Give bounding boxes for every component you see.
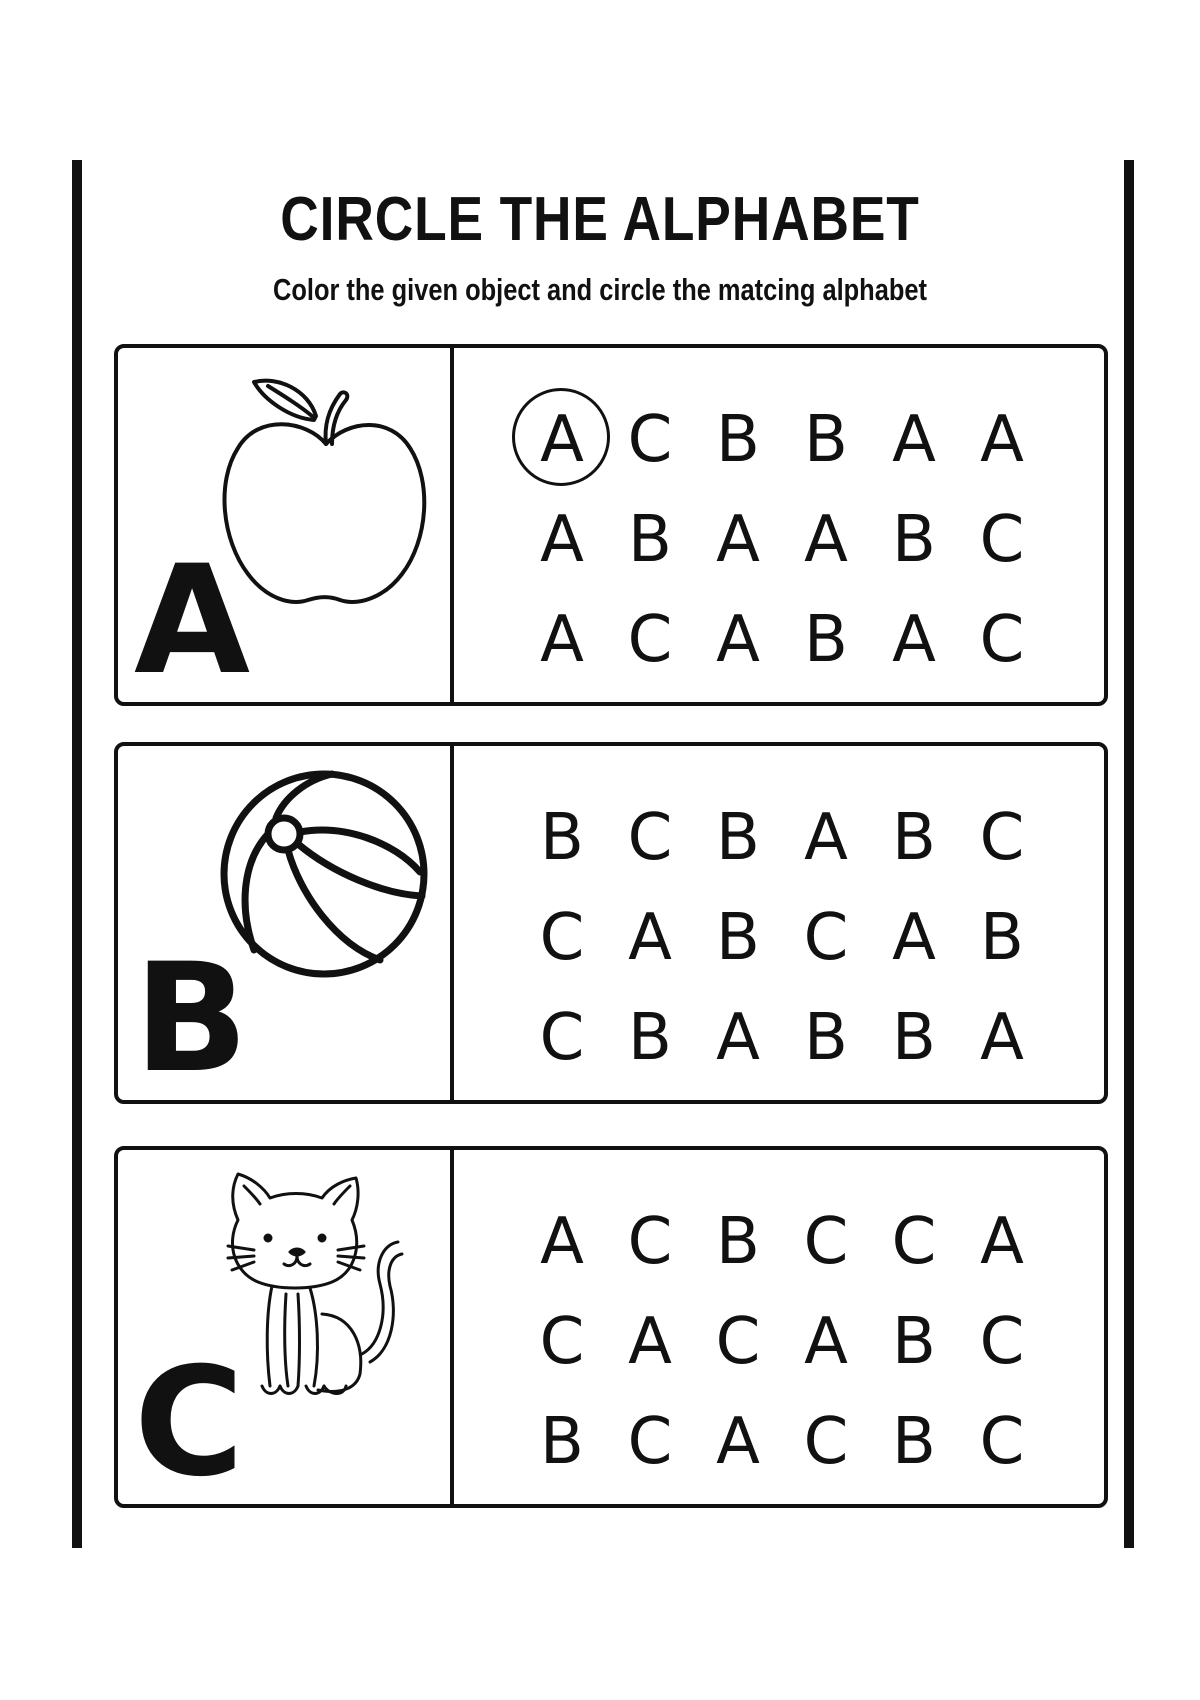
section-a-panel	[114, 344, 1108, 706]
section-b-letter-grid	[518, 788, 1078, 1088]
letter-cell[interactable]: A	[892, 901, 936, 975]
letter-cell[interactable]: B	[804, 603, 848, 677]
section-c-divider	[450, 1146, 454, 1508]
letter-cell[interactable]: C	[627, 1205, 673, 1279]
section-c-letter-grid	[518, 1192, 1078, 1492]
letter-cell[interactable]: A	[716, 1001, 760, 1075]
section-b-panel	[114, 742, 1108, 1104]
letter-cell[interactable]: C	[539, 1001, 585, 1075]
letter-cell[interactable]: A	[892, 403, 936, 477]
letter-cell[interactable]: A	[628, 901, 672, 975]
section-letter-a: A	[134, 534, 251, 708]
section-letter-c: C	[134, 1336, 245, 1510]
right-border-line	[1124, 160, 1134, 1548]
letter-cell[interactable]: B	[892, 1405, 936, 1479]
letter-cell[interactable]: C	[627, 403, 673, 477]
letter-cell[interactable]: C	[891, 1205, 937, 1279]
letter-cell[interactable]: C	[979, 801, 1025, 875]
section-letter-b: B	[134, 932, 249, 1106]
letter-cell-circled[interactable]: A	[518, 390, 606, 490]
letter-cell[interactable]: C	[979, 603, 1025, 677]
letter-cell[interactable]: B	[892, 801, 936, 875]
letter-cell[interactable]: B	[716, 901, 760, 975]
letter-cell[interactable]: B	[628, 1001, 672, 1075]
letter-cell[interactable]: C	[715, 1305, 761, 1379]
section-a-divider	[450, 344, 454, 706]
letter-cell[interactable]: A	[980, 1001, 1024, 1075]
letter-cell[interactable]: B	[892, 503, 936, 577]
letter-cell[interactable]: A	[716, 503, 760, 577]
section-a-letter-grid	[518, 390, 1078, 690]
letter-cell[interactable]: B	[716, 801, 760, 875]
letter-cell[interactable]: A	[716, 1405, 760, 1479]
letter-cell[interactable]: C	[627, 1405, 673, 1479]
letter-cell[interactable]: A	[804, 801, 848, 875]
letter-cell[interactable]: B	[716, 1205, 760, 1279]
section-c-picture	[118, 1150, 450, 1510]
worksheet-title: CIRCLE THE ALPHABET	[280, 185, 920, 254]
letter-cell[interactable]: B	[980, 901, 1024, 975]
letter-cell[interactable]: A	[540, 503, 584, 577]
letter-cell[interactable]: B	[804, 403, 848, 477]
letter-cell[interactable]: C	[979, 1405, 1025, 1479]
section-c-panel	[114, 1146, 1108, 1508]
left-border-line	[72, 160, 82, 1548]
section-b-picture	[118, 746, 450, 1106]
letter-cell[interactable]: B	[628, 503, 672, 577]
letter-cell[interactable]: A	[804, 1305, 848, 1379]
letter-cell[interactable]: B	[716, 403, 760, 477]
cat-icon	[214, 1164, 424, 1414]
letter-cell[interactable]: C	[539, 901, 585, 975]
letter-cell[interactable]: C	[979, 1305, 1025, 1379]
letter-cell[interactable]: A	[540, 603, 584, 677]
letter-cell[interactable]: C	[979, 503, 1025, 577]
letter-cell[interactable]: B	[892, 1001, 936, 1075]
letter-cell[interactable]: A	[804, 503, 848, 577]
letter-cell[interactable]: A	[628, 1305, 672, 1379]
letter-cell[interactable]: C	[803, 1205, 849, 1279]
letter-cell[interactable]: B	[540, 1405, 584, 1479]
letter-cell[interactable]: C	[539, 1305, 585, 1379]
letter-cell[interactable]: B	[540, 801, 584, 875]
letter-cell[interactable]: B	[892, 1305, 936, 1379]
letter-cell[interactable]: A	[540, 1205, 584, 1279]
letter-cell[interactable]: C	[803, 1405, 849, 1479]
letter-cell[interactable]: C	[627, 801, 673, 875]
section-a-picture	[118, 348, 450, 708]
letter-cell[interactable]: A	[892, 603, 936, 677]
letter-cell[interactable]: B	[804, 1001, 848, 1075]
letter-cell[interactable]: C	[627, 603, 673, 677]
letter-cell[interactable]: A	[980, 1205, 1024, 1279]
letter-cell[interactable]: A	[980, 403, 1024, 477]
letter-cell[interactable]: C	[803, 901, 849, 975]
letter-cell[interactable]: A	[716, 603, 760, 677]
section-b-divider	[450, 742, 454, 1104]
worksheet-instructions: Color the given object and circle the matcing alphabet	[272, 272, 927, 307]
